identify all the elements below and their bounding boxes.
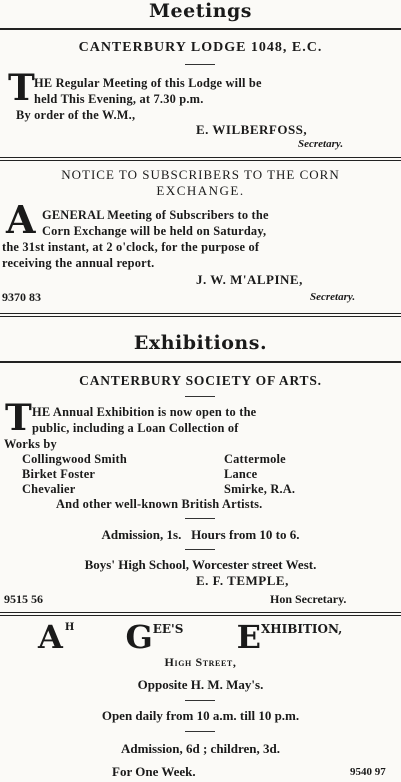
short-rule [185, 518, 215, 519]
short-rule [185, 396, 215, 397]
society-line-2: public, including a Loan Collection of [32, 421, 239, 435]
notice-line-3: the 31st instant, at 2 o'clock, for the purpose of [2, 240, 260, 254]
short-rule [185, 700, 215, 701]
gee-cap: E [236, 618, 261, 656]
lodge-title: CANTERBURY LODGE 1048, E.C. [78, 40, 323, 55]
gee-street: High Street, [164, 655, 237, 669]
notice-signer-title: Secretary. [310, 291, 356, 303]
gee-rest: XHIBITION, [260, 622, 343, 636]
lodge-signer-title: Secretary. [298, 138, 344, 150]
society-line-1: HE Annual Exhibition is now open to the [32, 405, 257, 419]
gee-sup: H [64, 622, 75, 633]
notice-title-2: EXCHANGE. [156, 183, 245, 198]
society-line-3: Works by [4, 437, 57, 451]
meetings-heading: Meetings [149, 0, 252, 22]
notice-line-2: Corn Exchange will be held on Saturday, [42, 224, 267, 238]
double-rule [0, 313, 401, 317]
drop-cap: A [6, 197, 36, 242]
notice-line-4: receiving the annual report. [2, 256, 155, 270]
gee-cap: G [125, 618, 153, 656]
notice-title-1: NOTICE TO SUBSCRIBERS TO THE CORN [61, 167, 340, 182]
gee-hours: Open daily from 10 a.m. till 10 p.m. [101, 708, 300, 723]
gee-rest: EE'S [152, 622, 184, 636]
double-rule [0, 612, 401, 616]
artist-name: Collingwood Smith [22, 452, 127, 466]
drop-cap: T [8, 67, 35, 109]
artist-name: Smirke, R.A. [224, 482, 296, 496]
artist-name: Cattermole [224, 452, 286, 466]
exhibitions-heading: Exhibitions. [133, 332, 268, 354]
drop-cap: T [5, 397, 32, 439]
double-rule [0, 157, 401, 161]
gee-duration: For One Week. [112, 764, 196, 779]
gee-admission: Admission, 6d ; children, 3d. [120, 741, 281, 756]
artist-name: Lance [224, 467, 258, 481]
society-signer-title: Hon Secretary. [270, 592, 347, 606]
short-rule [185, 549, 215, 550]
society-signer: E. F. TEMPLE, [196, 573, 289, 588]
gee-title [38, 618, 342, 656]
society-others: And other well-known British Artists. [56, 497, 263, 511]
artist-name: Birket Foster [22, 467, 96, 481]
society-title: CANTERBURY SOCIETY OF ARTS. [79, 373, 322, 388]
short-rule [185, 64, 215, 65]
gee-ref: 9540 97 [350, 766, 386, 778]
lodge-line-1: HE Regular Meeting of this Lodge will be [34, 76, 262, 90]
notice-signer: J. W. M'ALPINE, [196, 272, 303, 287]
society-venue: Boys' High School, Worcester street West. [84, 557, 317, 572]
lodge-signer: E. WILBERFOSS, [196, 122, 308, 137]
society-ref: 9515 56 [4, 592, 43, 606]
section-rule [0, 361, 401, 363]
section-rule [0, 28, 401, 30]
lodge-line-3: By order of the W.M., [16, 108, 136, 122]
notice-line-1: GENERAL Meeting of Subscribers to the [42, 208, 269, 222]
gee-opposite: Opposite H. M. May's. [137, 677, 264, 692]
short-rule [185, 731, 215, 732]
gee-cap: A [38, 618, 63, 656]
society-admission: Admission, 1s. Hours from 10 to 6. [101, 527, 300, 542]
lodge-line-2: held This Evening, at 7.30 p.m. [34, 92, 204, 106]
artist-name: Chevalier [22, 482, 76, 496]
notice-ref: 9370 83 [2, 290, 41, 304]
